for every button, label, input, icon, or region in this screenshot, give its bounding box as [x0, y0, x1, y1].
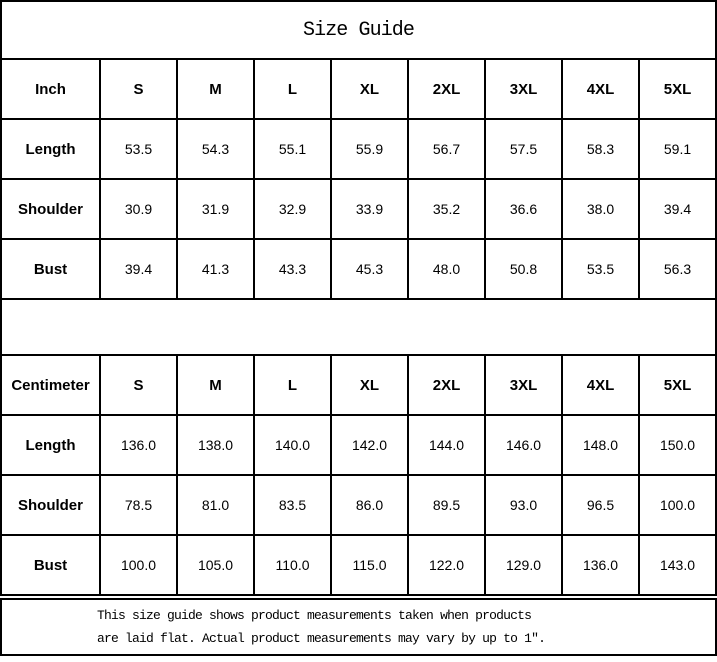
- measurement-value-cell: 129.0: [485, 535, 562, 595]
- measurement-value-cell: 78.5: [100, 475, 177, 535]
- table-row: [1, 355, 716, 415]
- measurement-value-cell: 55.9: [331, 119, 408, 179]
- measurement-value-cell: 89.5: [408, 475, 485, 535]
- measurement-value-cell: 150.0: [639, 415, 716, 475]
- measurement-value-cell: 105.0: [177, 535, 254, 595]
- size-column-header: 5XL: [639, 59, 716, 119]
- measurement-value-cell: 36.6: [485, 179, 562, 239]
- size-column-header: 3XL: [485, 59, 562, 119]
- table-row: [1, 535, 716, 595]
- measurement-value-cell: 58.3: [562, 119, 639, 179]
- table-row: [1, 415, 716, 475]
- table-row: [1, 119, 716, 179]
- measurement-value-cell: 81.0: [177, 475, 254, 535]
- measurement-value-cell: 142.0: [331, 415, 408, 475]
- table-row: [1, 59, 716, 119]
- measurement-value-cell: 115.0: [331, 535, 408, 595]
- measurement-value-cell: 56.3: [639, 239, 716, 299]
- size-column-header: S: [100, 59, 177, 119]
- measurement-value-cell: 55.1: [254, 119, 331, 179]
- measurement-value-cell: 143.0: [639, 535, 716, 595]
- size-column-header: 2XL: [408, 59, 485, 119]
- measurement-value-cell: 100.0: [100, 535, 177, 595]
- measurement-value-cell: 122.0: [408, 535, 485, 595]
- size-guide-title: Size Guide: [0, 0, 717, 58]
- measurement-value-cell: 56.7: [408, 119, 485, 179]
- size-column-header: L: [254, 59, 331, 119]
- size-column-header: XL: [331, 59, 408, 119]
- size-column-header: M: [177, 59, 254, 119]
- measurement-value-cell: 146.0: [485, 415, 562, 475]
- measurement-value-cell: 35.2: [408, 179, 485, 239]
- measurement-value-cell: 57.5: [485, 119, 562, 179]
- note-line: are laid flat. Actual product measurements may vary by up to 1″.: [97, 631, 546, 646]
- note-box: [0, 598, 717, 656]
- measurement-value-cell: 43.3: [254, 239, 331, 299]
- measurement-value-cell: 144.0: [408, 415, 485, 475]
- measurement-value-cell: 38.0: [562, 179, 639, 239]
- measurement-value-cell: 32.9: [254, 179, 331, 239]
- measurement-value-cell: 138.0: [177, 415, 254, 475]
- size-column-header: 5XL: [639, 355, 716, 415]
- measurement-row-label: Length: [1, 119, 100, 179]
- size-column-header: 4XL: [562, 59, 639, 119]
- measurement-row-label: Shoulder: [1, 475, 100, 535]
- measurement-value-cell: 110.0: [254, 535, 331, 595]
- size-column-header: 4XL: [562, 355, 639, 415]
- measurement-value-cell: 31.9: [177, 179, 254, 239]
- measurement-value-cell: 86.0: [331, 475, 408, 535]
- unit-header-cell: Inch: [1, 59, 100, 119]
- size-column-header: XL: [331, 355, 408, 415]
- measurement-value-cell: 100.0: [639, 475, 716, 535]
- measurement-value-cell: 54.3: [177, 119, 254, 179]
- measurement-value-cell: 136.0: [562, 535, 639, 595]
- measurement-value-cell: 136.0: [100, 415, 177, 475]
- measurement-value-cell: 83.5: [254, 475, 331, 535]
- measurement-value-cell: 148.0: [562, 415, 639, 475]
- measurement-row-label: Shoulder: [1, 179, 100, 239]
- measurement-value-cell: 96.5: [562, 475, 639, 535]
- inch-table: [0, 58, 717, 300]
- measurement-value-cell: 50.8: [485, 239, 562, 299]
- size-column-header: M: [177, 355, 254, 415]
- unit-header-cell: Centimeter: [1, 355, 100, 415]
- size-column-header: L: [254, 355, 331, 415]
- measurement-row-label: Bust: [1, 535, 100, 595]
- measurement-value-cell: 30.9: [100, 179, 177, 239]
- table-row: [1, 239, 716, 299]
- size-column-header: 2XL: [408, 355, 485, 415]
- table-gap-spacer: [0, 300, 717, 354]
- measurement-value-cell: 33.9: [331, 179, 408, 239]
- size-column-header: S: [100, 355, 177, 415]
- measurement-row-label: Length: [1, 415, 100, 475]
- measurement-value-cell: 45.3: [331, 239, 408, 299]
- table-row: [1, 475, 716, 535]
- table-row: [1, 179, 716, 239]
- size-column-header: 3XL: [485, 355, 562, 415]
- measurement-value-cell: 59.1: [639, 119, 716, 179]
- measurement-value-cell: 48.0: [408, 239, 485, 299]
- measurement-value-cell: 39.4: [100, 239, 177, 299]
- measurement-value-cell: 53.5: [100, 119, 177, 179]
- measurement-value-cell: 140.0: [254, 415, 331, 475]
- measurement-value-cell: 93.0: [485, 475, 562, 535]
- measurement-row-label: Bust: [1, 239, 100, 299]
- measurement-value-cell: 53.5: [562, 239, 639, 299]
- centimeter-table: [0, 354, 717, 596]
- note-line: This size guide shows product measurements taken when products: [97, 608, 532, 623]
- measurement-value-cell: 41.3: [177, 239, 254, 299]
- measurement-value-cell: 39.4: [639, 179, 716, 239]
